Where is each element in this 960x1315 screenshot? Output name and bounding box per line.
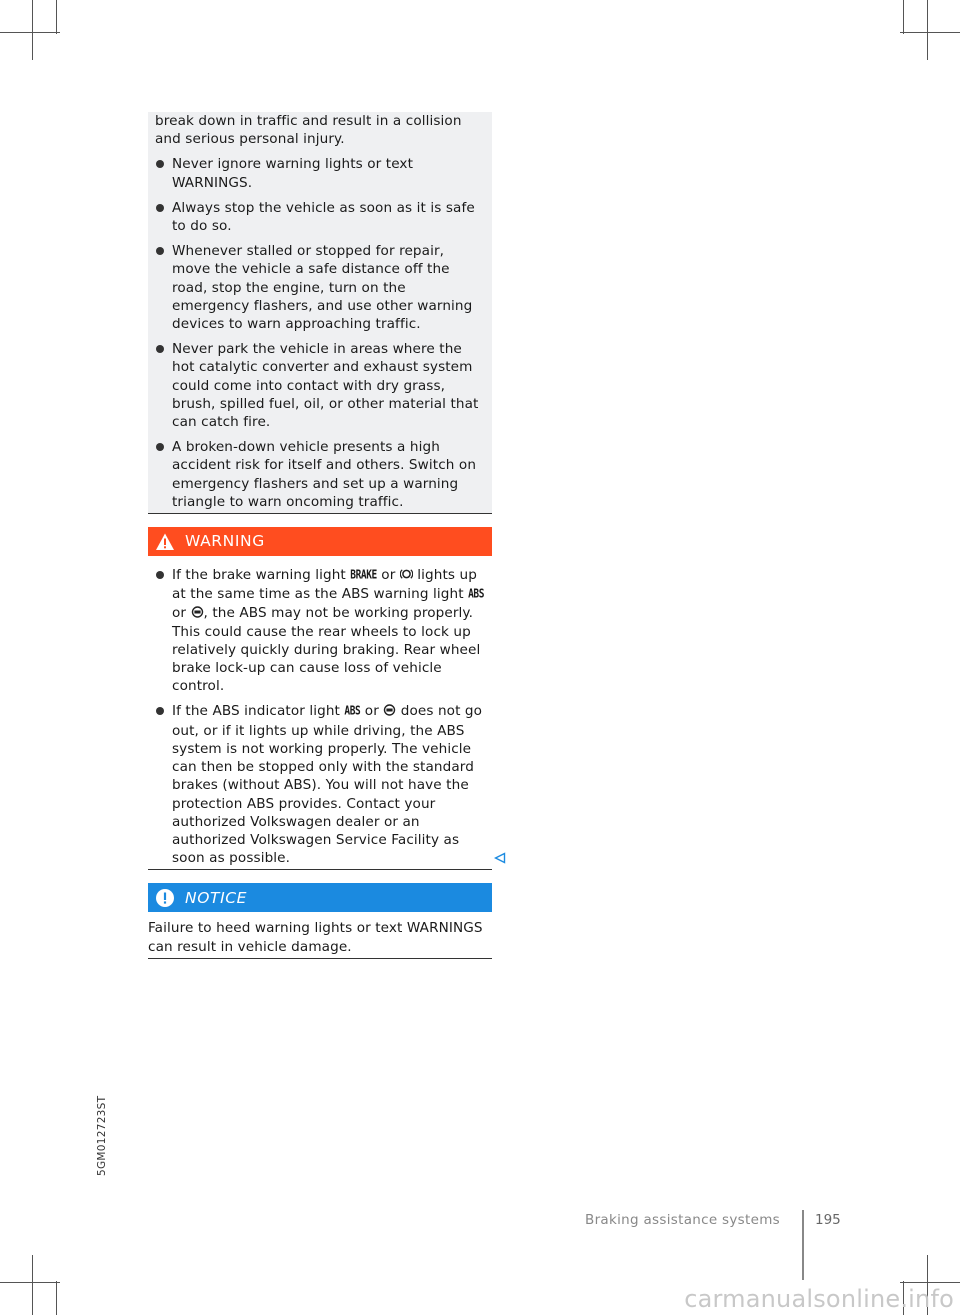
crop-mark	[56, 0, 57, 34]
crop-mark	[900, 32, 960, 33]
footer-divider	[802, 1210, 804, 1280]
abs-indicator-symbol: ABS	[344, 704, 361, 720]
notice-banner	[148, 883, 492, 912]
notice-text: Failure to heed warning lights or text WARNINGS can result in vehicle damage.	[148, 920, 483, 955]
notice-body	[148, 912, 492, 958]
list-item: Always stop the vehicle as soon as it is safe to do so.	[172, 199, 485, 235]
warning-triangle-icon	[155, 532, 175, 552]
text-run: or	[376, 567, 400, 584]
abs-circle-icon	[383, 704, 396, 716]
brake-circle-icon	[400, 568, 413, 580]
box-bullet-list	[148, 155, 492, 511]
crop-mark	[56, 1281, 57, 1315]
text-run: If the ABS indicator light	[172, 703, 345, 720]
text-run: or	[360, 703, 384, 720]
warning-body	[148, 566, 492, 870]
crop-mark	[32, 1255, 33, 1315]
watermark: carmanualsonline.info	[684, 1285, 954, 1313]
box-intro: break down in traffic and result in a collision and serious personal injury.	[155, 113, 462, 148]
abs-warning-symbol: ABS	[468, 587, 485, 602]
warning-bullet-list	[148, 566, 492, 867]
crop-mark	[927, 0, 928, 60]
list-item: A broken-down vehicle presents a high accident risk for itself and others. Switch on emergency flashers and set up a warning triangle to warn oncoming traffic.	[172, 438, 485, 511]
abs-circle-icon	[191, 606, 204, 618]
footer-section-title: Braking assistance systems	[585, 1212, 780, 1228]
page-number: 195	[815, 1212, 841, 1228]
list-item	[172, 702, 485, 867]
section-end-triangle-icon	[494, 852, 506, 864]
crop-mark	[900, 1282, 960, 1283]
text-run: does not go out, or if it lights up while driving, the ABS system is not working properly. The vehicle can then be stopped only with the standard brakes (without ABS). You will not have the protection ABS provides. Contact your authorized Volkswagen dealer or an authorized Volkswagen Service Facility as soon as possible.	[172, 703, 483, 867]
crop-mark	[903, 0, 904, 34]
document-code: 5GM012723ST	[96, 1095, 108, 1176]
list-item	[172, 566, 485, 695]
continued-warning-box	[148, 112, 492, 514]
crop-mark	[32, 0, 33, 60]
brake-warning-symbol: BRAKE	[350, 567, 377, 583]
text-run: or	[172, 605, 191, 622]
list-item: Never park the vehicle in areas where the hot catalytic converter and exhaust system could come into contact with dry grass, brush, spilled fuel, oil, or other material that can catch fire.	[172, 340, 485, 431]
list-item: Whenever stalled or stopped for repair, move the vehicle a safe distance off the road, stop the engine, turn on the emergency flashers, and use other warning devices to warn approaching traffic.	[172, 242, 485, 333]
notice-title: NOTICE	[185, 888, 248, 907]
text-run: lights up at the same time as the ABS warning light	[172, 567, 477, 603]
text-run: , the ABS may not be working properly. This could cause the rear wheels to lock up relatively quickly during braking. Rear wheel brake lock-up can cause loss of vehicle control.	[172, 605, 481, 695]
list-item: Never ignore warning lights or text WARNINGS.	[172, 155, 485, 191]
warning-banner	[148, 527, 492, 556]
warning-title: WARNING	[185, 532, 265, 551]
content-column	[148, 112, 492, 959]
text-run: If the brake warning light	[172, 567, 351, 584]
crop-mark	[0, 32, 60, 33]
crop-mark	[0, 1282, 60, 1283]
exclamation-circle-icon	[155, 888, 175, 908]
